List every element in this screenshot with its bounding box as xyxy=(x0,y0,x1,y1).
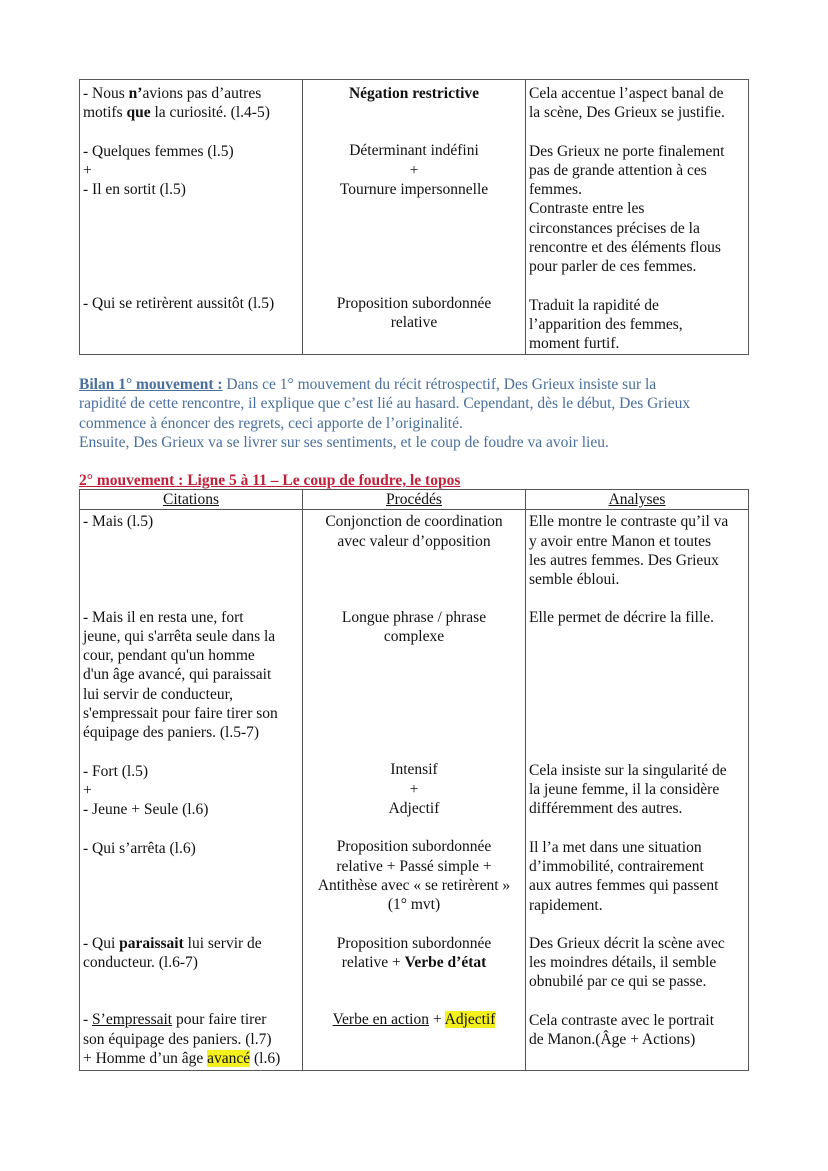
highlight: avancé xyxy=(207,1050,251,1068)
analysis-table-2 xyxy=(79,489,749,1071)
section-title: 2° mouvement : Ligne 5 à 11 – Le coup de foudre, le topos xyxy=(79,472,461,489)
citation-cell: - Mais (l.5) - Mais il en resta une, fort jeune, qui s'arrêta seule dans la cour, pendant qu'un homme d'un âge avancé, qui paraissait lui servir de conducteur, s'empressait pour faire tirer son équipage des paniers. (l.5-7) - Fort (l.5) + - Jeune + Seule (l.6) - Qui s’arrêta (l.6) - Qui paraissait lui servir de conducteur. (l.6-7) - S’empressait pour faire tirer son équipage des paniers. (l.7) + Homme d’un âge avancé (l.6) xyxy=(80,510,303,1071)
highlight: Adjectif xyxy=(444,1011,496,1029)
procede-cell: Conjonction de coordination avec valeur d’opposition Longue phrase / phrase complexe Intensif + Adjectif Proposition subordonnée relative + Passé simple + Antithèse avec « se retirèrent » (1° mvt) Proposition subordonnée relative + Verbe d’état Verbe en action + Adjectif xyxy=(303,510,526,1071)
table-row xyxy=(80,510,749,1071)
analysis-table-1 xyxy=(79,79,749,355)
citation-cell: - Nous n’avions pas d’autres motifs que la curiosité. (l.4-5) - Quelques femmes (l.5) + - Il en sortit (l.5) - Qui se retirèrent aussitôt (l.5) xyxy=(80,80,303,355)
bilan-label: Bilan 1° mouvement : xyxy=(79,376,223,393)
table-header-row xyxy=(80,490,749,510)
table-row xyxy=(80,80,749,355)
bilan-paragraph: Bilan 1° mouvement : Dans ce 1° mouvement du récit rétrospectif, Des Grieux insiste sur la rapidité de cette rencontre, il explique que c’est lié au hasard. Cependant, dès le début, Des Grieux commence à énoncer des regrets, ceci apporte de l’originalité. Ensuite, Des Grieux va se livrer sur ses sentiments, et le coup de foudre va avoir lieu. xyxy=(79,376,691,451)
procede-cell: Négation restrictive Déterminant indéfini + Tournure impersonnelle Proposition subordonnée relative xyxy=(303,80,526,355)
analyse-cell: Cela accentue l’aspect banal de la scène, Des Grieux se justifie. Des Grieux ne porte finalement pas de grande attention à ces femmes. Contraste entre les circonstances précises de la rencontre et des éléments flous pour parler de ces femmes. Traduit la rapidité de l’apparition des femmes, moment furtif. xyxy=(526,80,749,355)
header-analyses: Analyses xyxy=(526,490,749,510)
analyse-cell: Elle montre le contraste qu’il va y avoir entre Manon et toutes les autres femmes. Des Grieux semble ébloui. Elle permet de décrire la fille. Cela insiste sur la singularité de la jeune femme, il la considère différemment des autres. Il l’a met dans une situation d’immobilité, contrairement aux autres femmes qui passent rapidement. Des Grieux décrit la scène avec les moindres détails, il semble obnubilé par ce qui se passe. Cela contraste avec le portrait de Manon.(Âge + Actions) xyxy=(526,510,749,1071)
header-procedes: Procédés xyxy=(303,490,526,510)
header-citations: Citations xyxy=(80,490,303,510)
